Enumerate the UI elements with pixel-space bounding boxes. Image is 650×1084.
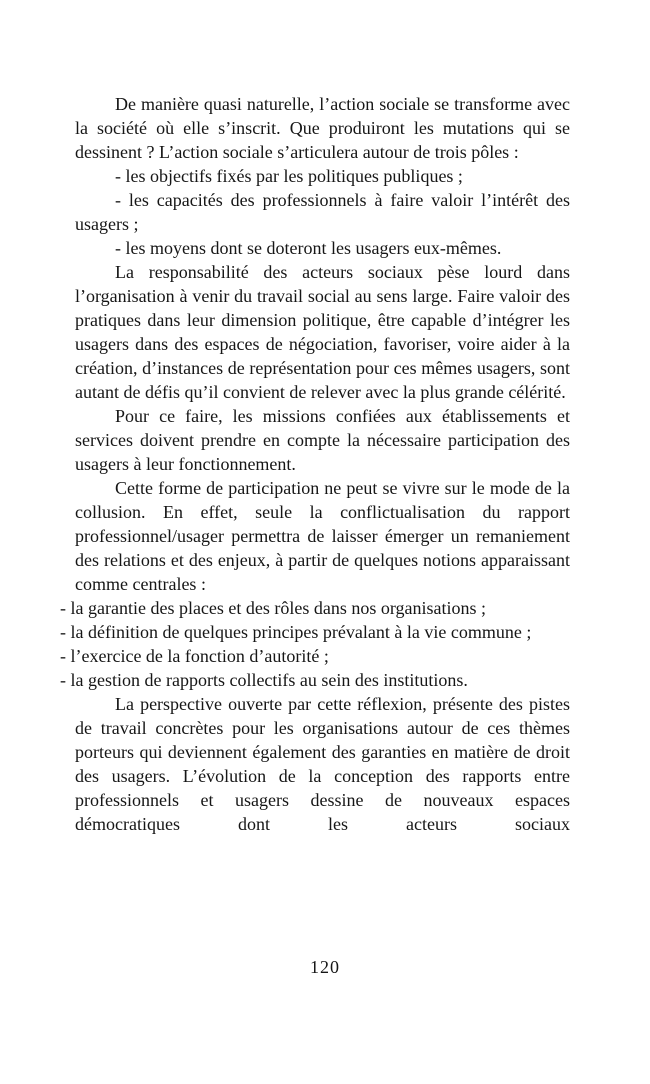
page-body-text [60,92,570,836]
list-item: - les objectifs fixés par les politiques publiques ; [115,166,463,186]
paragraph-participation: Cette forme de participation ne peut se vivre sur le mode de la collusion. En effet, seule la conflictualisation du rapport professionnel/usager permettra de laisser émerger un remaniement des relations et des enjeux, à partir de quelques notions apparaissant comme centrales : [75,478,570,594]
paragraph-intro: De manière quasi naturelle, l’action sociale se transforme avec la société où elle s’inscrit. Que produiront les mutations qui se dessinent ? L’action sociale s’articulera autour de trois pôles : [75,94,570,162]
list-item: - la définition de quelques principes prévalant à la vie commune ; [60,622,532,642]
list-item: - la garantie des places et des rôles dans nos organisations ; [60,598,487,618]
list-item: - les capacités des professionnels à faire valoir l’intérêt des usagers ; [75,190,570,234]
list-item: - la gestion de rapports collectifs au sein des institutions. [60,670,468,690]
page-number: 120 [310,957,340,977]
paragraph-perspective: La perspective ouverte par cette réflexion, présente des pistes de travail concrètes pour les organisations autour de ces thèmes porteurs qui deviennent également des garanties en matière de droit des usagers. L’évolution de la conception des rapports entre professionnels et usagers dessine de nouveaux espaces démocratiques dont les acteurs sociaux [75,694,570,834]
paragraph-responsabilite: La responsabilité des acteurs sociaux pèse lourd dans l’organisation à venir du travail social au sens large. Faire valoir des pratiques dans leur dimension politique, être capable d’intégrer les usagers dans des espaces de négociation, favoriser, voire aider à la création, d’instances de représentation pour ces mêmes usagers, sont autant de défis qu’il convient de relever avec la plus grande célérité. [75,262,570,402]
paragraph-pour-ce-faire: Pour ce faire, les missions confiées aux établissements et services doivent prendre en compte la nécessaire participation des usagers à leur fonctionnement. [75,406,570,474]
list-item: - les moyens dont se doteront les usagers eux-mêmes. [115,238,502,258]
list-item: - l’exercice de la fonction d’autorité ; [60,646,329,666]
